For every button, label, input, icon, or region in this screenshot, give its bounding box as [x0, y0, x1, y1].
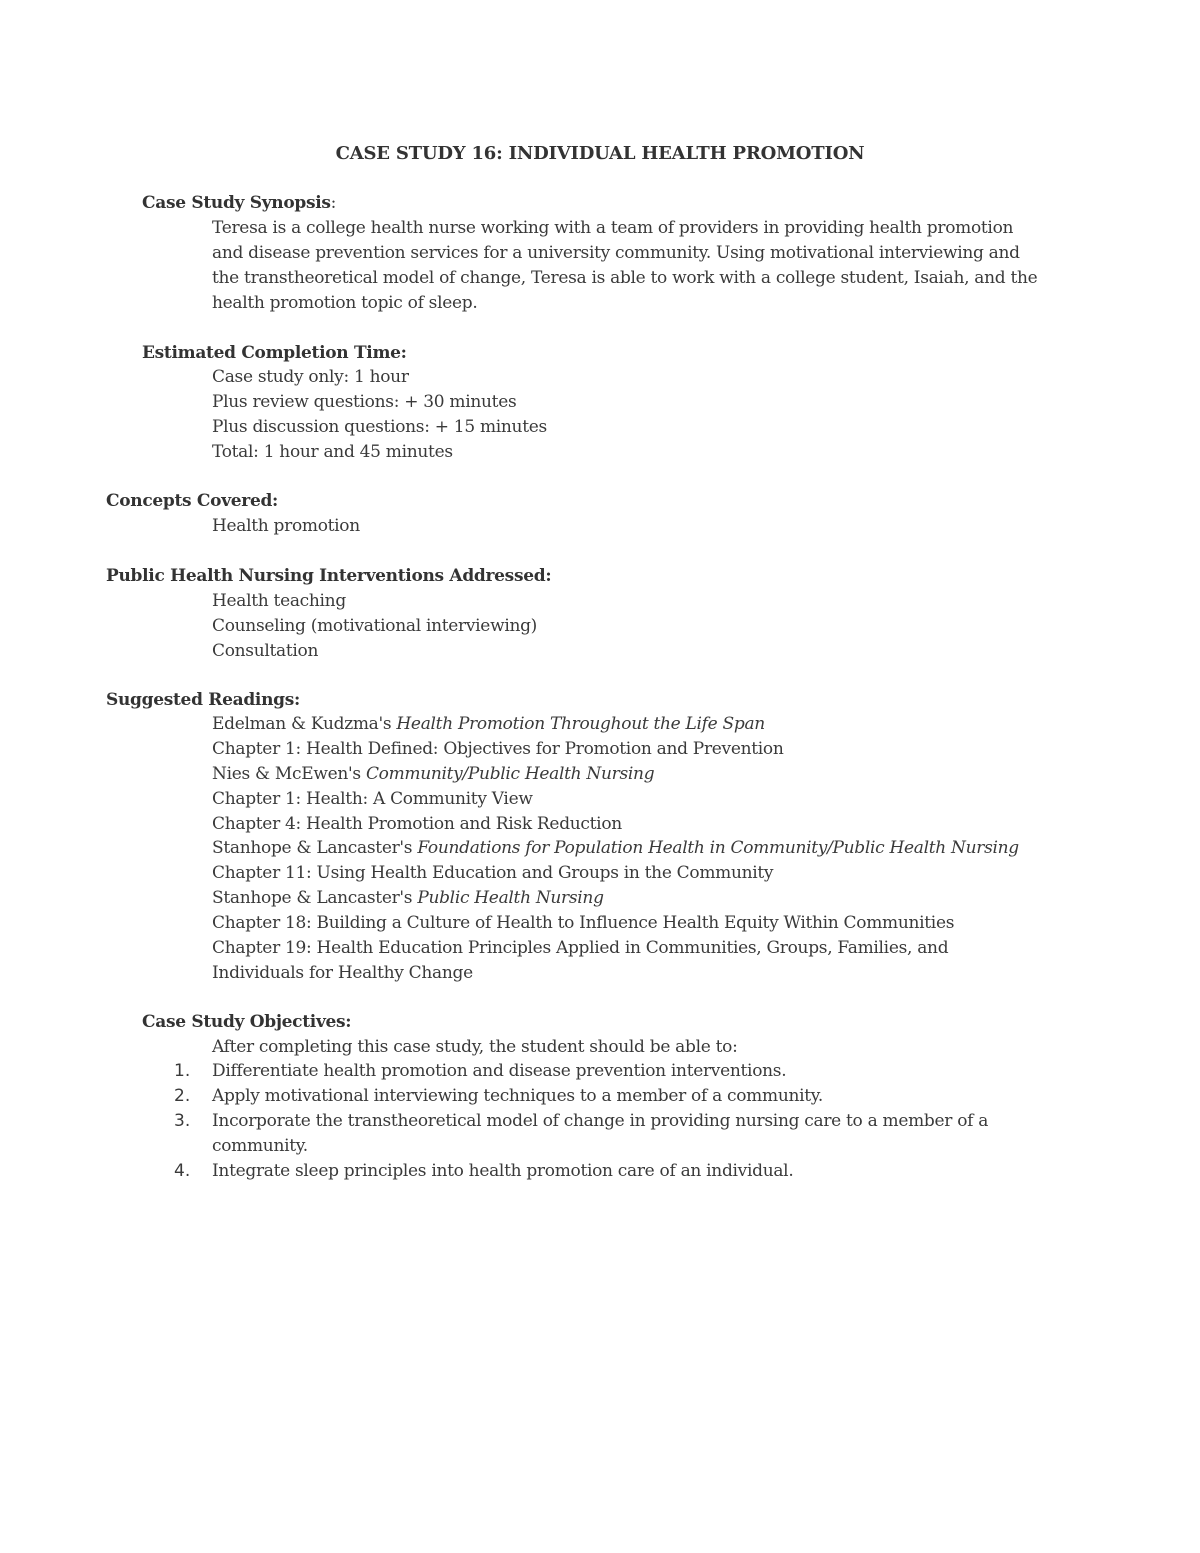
reading-source: [212, 836, 1019, 861]
completion-heading: Estimated Completion Time:: [142, 343, 407, 363]
reading-author: Stanhope & Lancaster's: [212, 888, 418, 908]
reading-chapter: Chapter 11: Using Health Education and Groups in the Community: [212, 863, 774, 883]
reading-chapter: Chapter 19: Health Education Principles Applied in Communities, Groups, Families, and: [212, 938, 949, 958]
objective-text: Integrate sleep principles into health promotion care of an individual.: [212, 1161, 794, 1181]
objective-text-continued: community.: [212, 1136, 308, 1156]
objectives-heading: Case Study Objectives:: [142, 1012, 352, 1032]
reading-book-title: Public Health Nursing: [417, 888, 604, 908]
reading-chapter-continued: Individuals for Healthy Change: [212, 963, 473, 983]
completion-line: Total: 1 hour and 45 minutes: [212, 442, 453, 462]
synopsis-heading: Case Study Synopsis: [142, 193, 331, 213]
reading-source: [212, 762, 654, 787]
reading-author: Nies & McEwen's: [212, 764, 366, 784]
readings-heading: Suggested Readings:: [106, 690, 300, 710]
synopsis-line: and disease prevention services for a university community. Using motivational interviewing and: [212, 243, 1020, 263]
reading-chapter: Chapter 1: Health: A Community View: [212, 789, 533, 809]
interventions-line: Consultation: [212, 641, 319, 661]
concepts-line: Health promotion: [212, 516, 360, 536]
page-title: CASE STUDY 16: INDIVIDUAL HEALTH PROMOTION: [335, 143, 865, 164]
objective-text: Incorporate the transtheoretical model of change in providing nursing care to a member of a: [212, 1111, 989, 1131]
objective-text: Apply motivational interviewing techniques to a member of a community.: [212, 1086, 823, 1106]
interventions-line: Health teaching: [212, 591, 346, 611]
synopsis-line: health promotion topic of sleep.: [212, 293, 478, 313]
reading-author: Stanhope & Lancaster's: [212, 838, 418, 858]
reading-chapter: Chapter 18: Building a Culture of Health to Influence Health Equity Within Communities: [212, 913, 955, 933]
objective-number: 2.: [174, 1086, 191, 1106]
objective-number: 1.: [174, 1061, 191, 1081]
reading-author: Edelman & Kudzma's: [212, 714, 397, 734]
reading-source: [212, 712, 765, 737]
completion-line: Plus discussion questions: + 15 minutes: [212, 417, 547, 437]
objective-number: 4.: [174, 1161, 191, 1181]
synopsis-heading-colon: :: [330, 193, 337, 213]
interventions-heading: Public Health Nursing Interventions Addressed:: [106, 566, 552, 586]
reading-chapter: Chapter 1: Health Defined: Objectives for Promotion and Prevention: [212, 739, 784, 759]
objectives-intro: After completing this case study, the student should be able to:: [212, 1037, 738, 1057]
reading-book-title: Health Promotion Throughout the Life Span: [396, 714, 765, 734]
objective-number: 3.: [174, 1111, 191, 1131]
reading-chapter: Chapter 4: Health Promotion and Risk Reduction: [212, 814, 622, 834]
reading-source: [212, 886, 604, 911]
synopsis-line: the transtheoretical model of change, Teresa is able to work with a college student, Isaiah, and the: [212, 268, 1038, 288]
completion-line: Plus review questions: + 30 minutes: [212, 392, 517, 412]
objective-text: Differentiate health promotion and disease prevention interventions.: [212, 1061, 787, 1081]
completion-line: Case study only: 1 hour: [212, 367, 409, 387]
reading-book-title: Community/Public Health Nursing: [365, 764, 655, 784]
synopsis-heading-line: [142, 191, 336, 216]
reading-book-title: Foundations for Population Health in Community/Public Health Nursing: [417, 838, 1019, 858]
interventions-line: Counseling (motivational interviewing): [212, 616, 538, 636]
synopsis-line: Teresa is a college health nurse working with a team of providers in providing health promotion: [212, 218, 1014, 238]
concepts-heading: Concepts Covered:: [106, 491, 279, 511]
